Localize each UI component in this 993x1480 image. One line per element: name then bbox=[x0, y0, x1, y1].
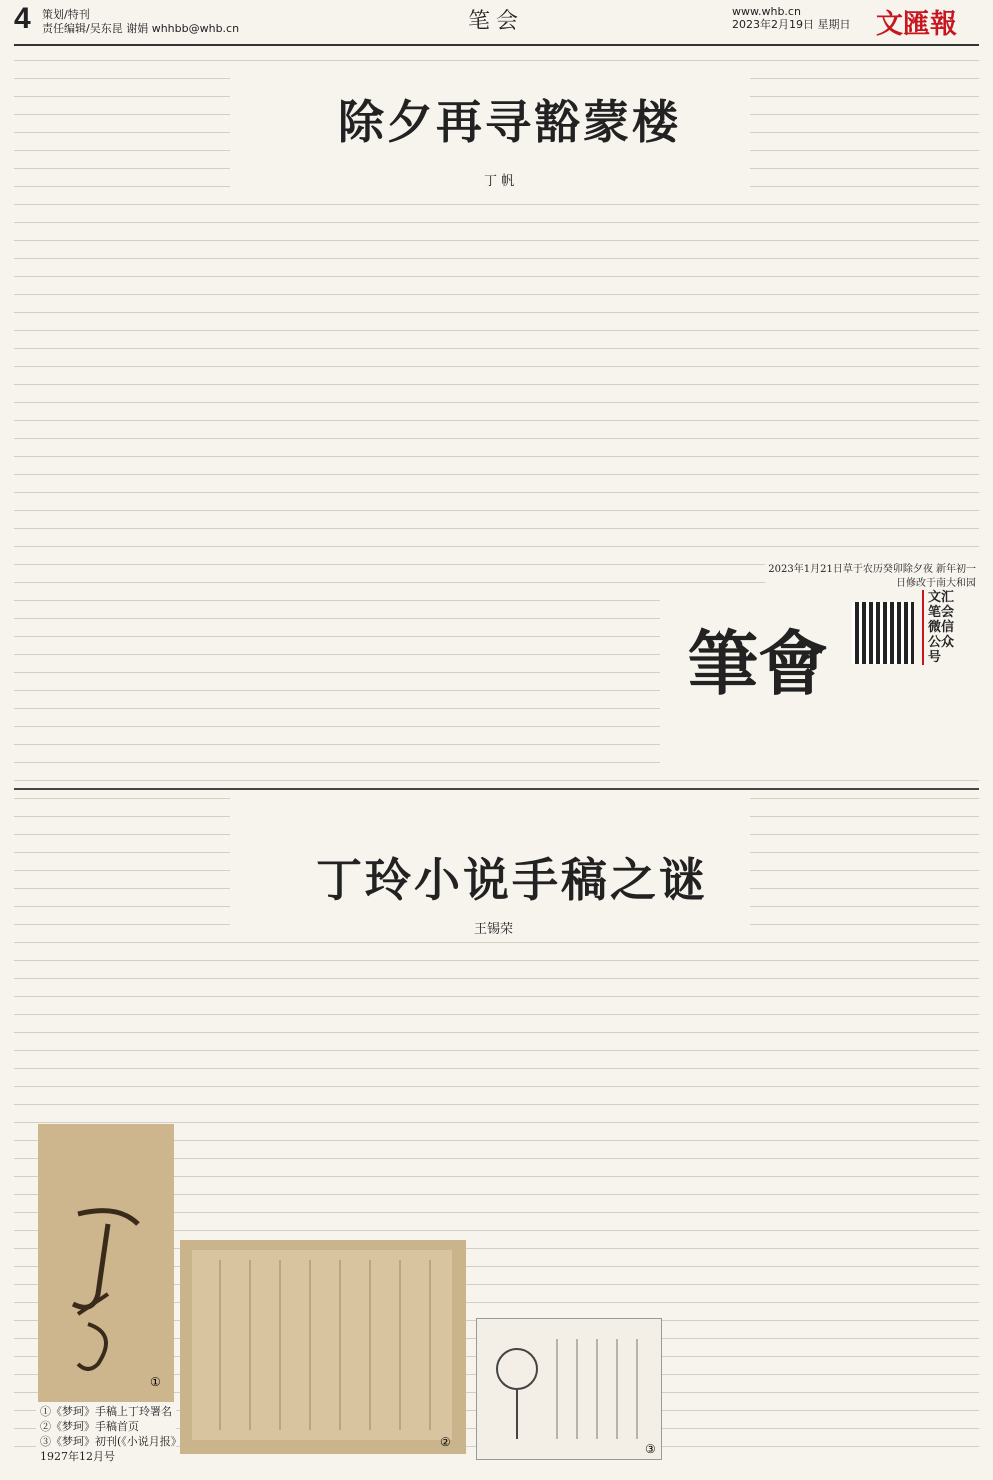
channel-title: 笔会 bbox=[468, 9, 525, 34]
caption-1: ①《梦珂》手稿上丁玲署名 bbox=[40, 1405, 172, 1418]
magazine-drawing bbox=[477, 1319, 661, 1459]
article-divider bbox=[14, 788, 979, 790]
signature-drawing bbox=[38, 1124, 174, 1402]
caption-4: 1927年12月号 bbox=[40, 1450, 115, 1463]
qr-code-icon[interactable] bbox=[852, 602, 914, 664]
issue-date: 2023年2月19日 星期日 bbox=[732, 18, 851, 31]
section-info bbox=[42, 8, 239, 36]
article2-title: 丁玲小说手稿之谜 bbox=[316, 853, 708, 907]
article2-author: 王锡荣 bbox=[474, 922, 514, 937]
article1-title: 除夕再寻豁蒙楼 bbox=[338, 95, 681, 149]
section-label: 策划/特刊 bbox=[42, 8, 90, 21]
article1-footnote: 2023年1月21日草于农历癸卯除夕夜 新年初一日修改于南大和园 bbox=[768, 564, 976, 589]
caption-2: ②《梦珂》手稿首页 bbox=[40, 1420, 139, 1433]
article1-author: 丁 帆 bbox=[484, 174, 515, 189]
qr-label: 文汇笔会微信公众号 bbox=[922, 590, 954, 665]
masthead bbox=[0, 0, 993, 46]
site-url[interactable]: www.whb.cn bbox=[732, 5, 801, 18]
photo1-number: ① bbox=[150, 1375, 161, 1389]
photo2-number: ② bbox=[440, 1435, 451, 1449]
magazine-print-photo bbox=[476, 1318, 662, 1460]
photo-captions bbox=[40, 1404, 182, 1464]
site-date bbox=[732, 5, 851, 31]
page-number: 4 bbox=[14, 2, 31, 35]
photo3-number: ③ bbox=[645, 1442, 656, 1456]
editors-label: 责任编辑/吴东昆 谢娟 whhbb@whb.cn bbox=[42, 22, 240, 35]
column-seal: 筆會 bbox=[688, 622, 828, 705]
manuscript-lines bbox=[180, 1240, 466, 1454]
manuscript-signature-photo bbox=[38, 1124, 174, 1402]
paper-logo: 文匯報 bbox=[876, 9, 957, 40]
caption-3: ③《梦珂》初刊(《小说月报》 bbox=[40, 1435, 182, 1448]
manuscript-first-page-photo bbox=[180, 1240, 466, 1454]
header-rule bbox=[14, 44, 979, 46]
